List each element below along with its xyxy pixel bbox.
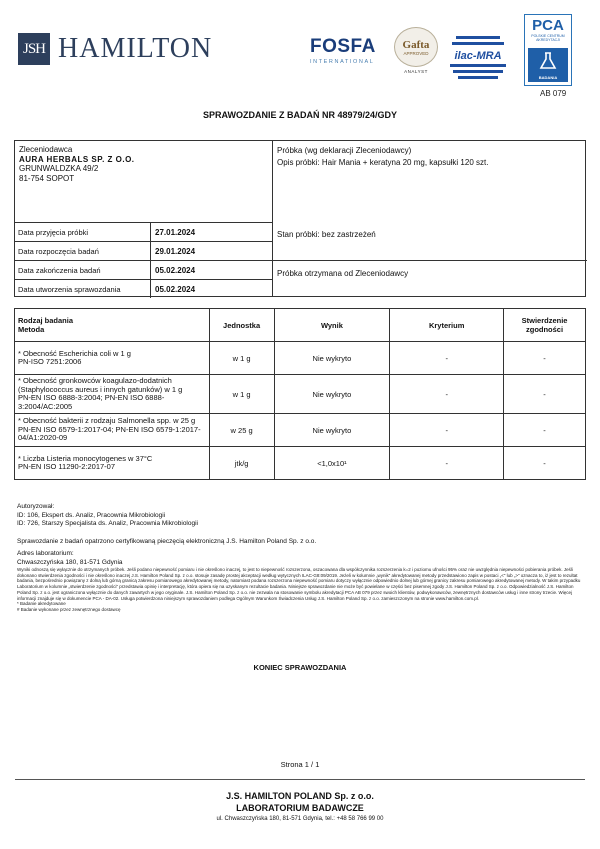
- cell-method-text: [18, 417, 206, 443]
- report-title: SPRAWOZDANIE Z BADAŃ NR 48979/24/GDY: [202, 110, 398, 120]
- results-header-row: [15, 309, 586, 342]
- results-table: [14, 308, 586, 480]
- header-method-line2: Metoda: [18, 325, 45, 334]
- footer-address: ul. Chwaszczyńska 180, 81-571 Gdynia, tel.: +48 58 766 99 00: [216, 816, 384, 822]
- sample-source: Próbka otrzymana od Zleceniodawcy: [277, 269, 409, 278]
- authorized-person-1: ID: 106, Ekspert ds. Analiz, Pracownia Mikrobiologii: [17, 511, 166, 519]
- gafta-analyst: ANALYST: [404, 69, 428, 74]
- header-conformity-line1: Stwierdzenie: [521, 316, 568, 325]
- fosfa-logo-word: FOSFA: [310, 36, 376, 57]
- table-row: [15, 375, 586, 414]
- cell-conformity: -: [504, 375, 586, 414]
- date-label: Data zakończenia badań: [15, 261, 151, 279]
- hamilton-logo: [18, 33, 212, 65]
- cell-method-text: [18, 455, 206, 472]
- cell-method-text: [18, 350, 206, 367]
- date-row: [15, 241, 272, 260]
- date-label: Data rozpoczęcia badań: [15, 242, 151, 260]
- pca-badge-label: BADANIA: [538, 75, 558, 80]
- client-street: GRUNWALDZKA 49/2: [19, 164, 99, 173]
- cell-method-line: * Obecność bakterii z rodzaju Salmonella spp. w 25 g: [18, 416, 196, 426]
- header-method-line1: Rodzaj badania: [18, 316, 74, 325]
- date-label: Data utworzenia sprawozdania: [15, 280, 151, 298]
- cell-conformity: -: [504, 342, 586, 375]
- accredited-note: * Badanie akredytowane: [17, 601, 66, 607]
- date-value: 29.01.2024: [155, 246, 196, 256]
- pca-logo-text: PCA: [532, 17, 564, 34]
- authorized-label: Autoryzował:: [17, 503, 55, 510]
- sample-label: Próbka (wg deklaracji Zleceniodawcy): [277, 146, 412, 155]
- date-row: [15, 260, 272, 279]
- cell-method-line: PN-EN ISO 11290-2:2017-07: [18, 462, 115, 471]
- hamilton-logo-mark: JSH: [18, 33, 50, 65]
- pca-badge: [528, 48, 568, 82]
- header-conformity: [504, 309, 586, 342]
- seal-note: Sprawozdanie z badań opatrzono certyfikowaną pieczęcią elektroniczną J.S. Hamilton Poland Sp. z o.o.: [17, 537, 317, 545]
- fosfa-logo-sub: INTERNATIONAL: [310, 59, 375, 65]
- client-info: [19, 145, 135, 183]
- cell-result: Nie wykryto: [274, 414, 390, 447]
- footer-divider: [15, 779, 585, 780]
- fosfa-logo: [310, 36, 385, 65]
- cell-method: [15, 414, 210, 447]
- lab-address: Chwaszczyńska 180, 81-571 Gdynia: [17, 558, 123, 566]
- cell-method-line: PN-EN ISO 6888-3:2004; PN-EN ISO 6888-3:2004/AC:2005: [18, 393, 165, 411]
- sample-state: Stan próbki: bez zastrzeżeń: [277, 230, 376, 239]
- date-value: 05.02.2024: [155, 265, 196, 275]
- client-city: 81-754 SOPOT: [19, 173, 75, 183]
- end-of-report: KONIEC SPRAWOZDANIA: [253, 663, 347, 672]
- header-unit: Jednostka: [209, 309, 274, 342]
- cell-criterion: -: [390, 342, 504, 375]
- cell-criterion: -: [390, 375, 504, 414]
- cell-method-line: * Obecność gronkowców koagulazo-dodatnich (Staphylococcus aureus i innych gatunków) w 1 g: [18, 376, 183, 394]
- pca-line-1: POLSKIE CENTRUM: [531, 34, 565, 38]
- hamilton-logo-word: HAMILTON: [58, 33, 213, 64]
- gafta-badge: [394, 27, 438, 67]
- table-row: [15, 414, 586, 447]
- order-info-block: [14, 140, 586, 297]
- table-row: [15, 342, 586, 375]
- footer-lab: LABORATORIUM BADAWCZE: [236, 803, 364, 813]
- cell-method-line: PN-EN ISO 6579-1:2017-04; PN-EN ISO 6579-1:2017-04/A1:2020-09: [18, 424, 201, 443]
- accreditation-number: AB 079: [540, 89, 567, 98]
- ilac-mra-logo: [446, 28, 510, 84]
- gafta-approved: APPROVED: [403, 50, 429, 56]
- client-label: Zleceniodawca: [19, 145, 73, 154]
- cell-result: <1,0x10¹: [274, 447, 390, 480]
- header-result: Wynik: [274, 309, 390, 342]
- cell-method: [15, 342, 210, 375]
- header-conformity-line2: zgodności: [525, 325, 564, 334]
- gafta-name: Gafta: [402, 38, 430, 51]
- date-label: Data przyjęcia próbki: [15, 223, 151, 241]
- flask-icon: [538, 52, 558, 70]
- lab-address-label: Adres laboratorium:: [17, 550, 74, 557]
- cell-conformity: -: [504, 414, 586, 447]
- cell-method-text: [18, 377, 206, 411]
- cell-method: [15, 447, 210, 480]
- cell-criterion: -: [390, 414, 504, 447]
- cell-method-line: * Liczba Listeria monocytogenes w 37°C: [18, 453, 153, 463]
- pca-line-2: AKREDYTACJI: [536, 38, 560, 42]
- cell-result: Nie wykryto: [274, 375, 390, 414]
- cell-method: [15, 375, 210, 414]
- cell-result: Nie wykryto: [274, 342, 390, 375]
- page-number: Strona 1 / 1: [280, 760, 320, 769]
- cell-unit: jtk/g: [209, 447, 274, 480]
- cell-criterion: -: [390, 447, 504, 480]
- date-value: 05.02.2024: [155, 284, 196, 294]
- legal-disclaimer: Wyniki odnoszą się wyłącznie do otrzymanych próbek. Jeśli podano niepewność pomiaru i nie określono inaczej, to jest to niepewność rozszerzona, oszacowana dla współczynnika rozszerzenia k=2 i poziomu ufności 95% oraz nie uwzględnia niepewności pobierania próbek. Jeśli dokonano stwierdzenia zgodności i nie określono inaczej J.S. Hamilton Poland Sp. z o.o. stosuje zasadę prostej akceptacji według wytycznych ILAC-G8:09/2019. Jeżeli w kolumnie „wynik” akredytowanej metody przedstawiono zapis w postaci „<” lub „>” oznacza to, iż jest to rezultat badania, bezpośrednio powiązany z dolną lub górną granicą zakresu pomiarowego akredytowanej metody, natomiast podana rozszerzona niepewność pomiaru dotyczy wyłącznie odpowiednio dolnej lub górnej granicy zakresu pomiarowego akredytowanej metody. W takim przypadku Laboratorium w kolumnie „stwierdzenie zgodności” przedstawia opinię i interpretację, która opiera się na uzyskanym rezultacie badania. Niniejsze sprawozdanie nie może być powielane w części bez pisemnej zgody J.S. Hamilton Poland Sp. z o.o. Odpowiedzialność J.S. Hamilton Poland Sp. z o.o. jest ograniczona wyłącznie do danych zawartych w jego oryginale. J.S. Hamilton Poland Sp. z o.o. nie zezwala na stosowanie symbolu akredytacji PCA AB 079 przez swoich klientów, podwykonawców, zewnętrznych dostawców usług i inne strony trzecie. Więcej informacji znajduje się w dokumencie PCA - DA-02. Usługa potwierdzona niniejszym sprawozdaniem podlega Ogólnym Warunkom Świadczenia Usług J.S. Hamilton Poland Sp. z o.o. zamieszczonym na stronie www.hamilton.com.pl.: [17, 567, 581, 601]
- sample-info: [277, 145, 488, 169]
- cell-unit: w 1 g: [209, 342, 274, 375]
- external-supplier-note: # Badanie wykonane przez zewnętrznego dostawcę: [17, 606, 121, 612]
- gafta-logo: [392, 27, 440, 77]
- date-row: [15, 279, 272, 298]
- footer-company: J.S. HAMILTON POLAND Sp. z o.o.: [226, 791, 374, 801]
- pca-logo: [524, 14, 572, 86]
- client-name: AURA HERBALS SP. Z O.O.: [19, 154, 135, 164]
- date-value: 27.01.2024: [155, 227, 196, 237]
- cell-unit: w 1 g: [209, 375, 274, 414]
- notes-section: [17, 503, 585, 613]
- sample-description: Opis próbki: Hair Mania + keratyna 20 mg, kapsułki 120 szt.: [277, 158, 489, 167]
- authorized-person-2: ID: 726, Starszy Specjalista ds. Analiz, Pracownia Mikrobiologii: [17, 520, 198, 527]
- cell-method-line: PN-ISO 7251:2006: [18, 357, 82, 366]
- table-row: [15, 447, 586, 480]
- cell-conformity: -: [504, 447, 586, 480]
- date-row: [15, 222, 272, 241]
- cell-method-line: * Obecność Escherichia coli w 1 g: [18, 348, 131, 358]
- dates-table: [15, 222, 272, 298]
- header-criterion: Kryterium: [390, 309, 504, 342]
- cell-unit: w 25 g: [209, 414, 274, 447]
- header-method: [15, 309, 210, 342]
- ilac-mra-text: ilac-MRA: [454, 50, 502, 62]
